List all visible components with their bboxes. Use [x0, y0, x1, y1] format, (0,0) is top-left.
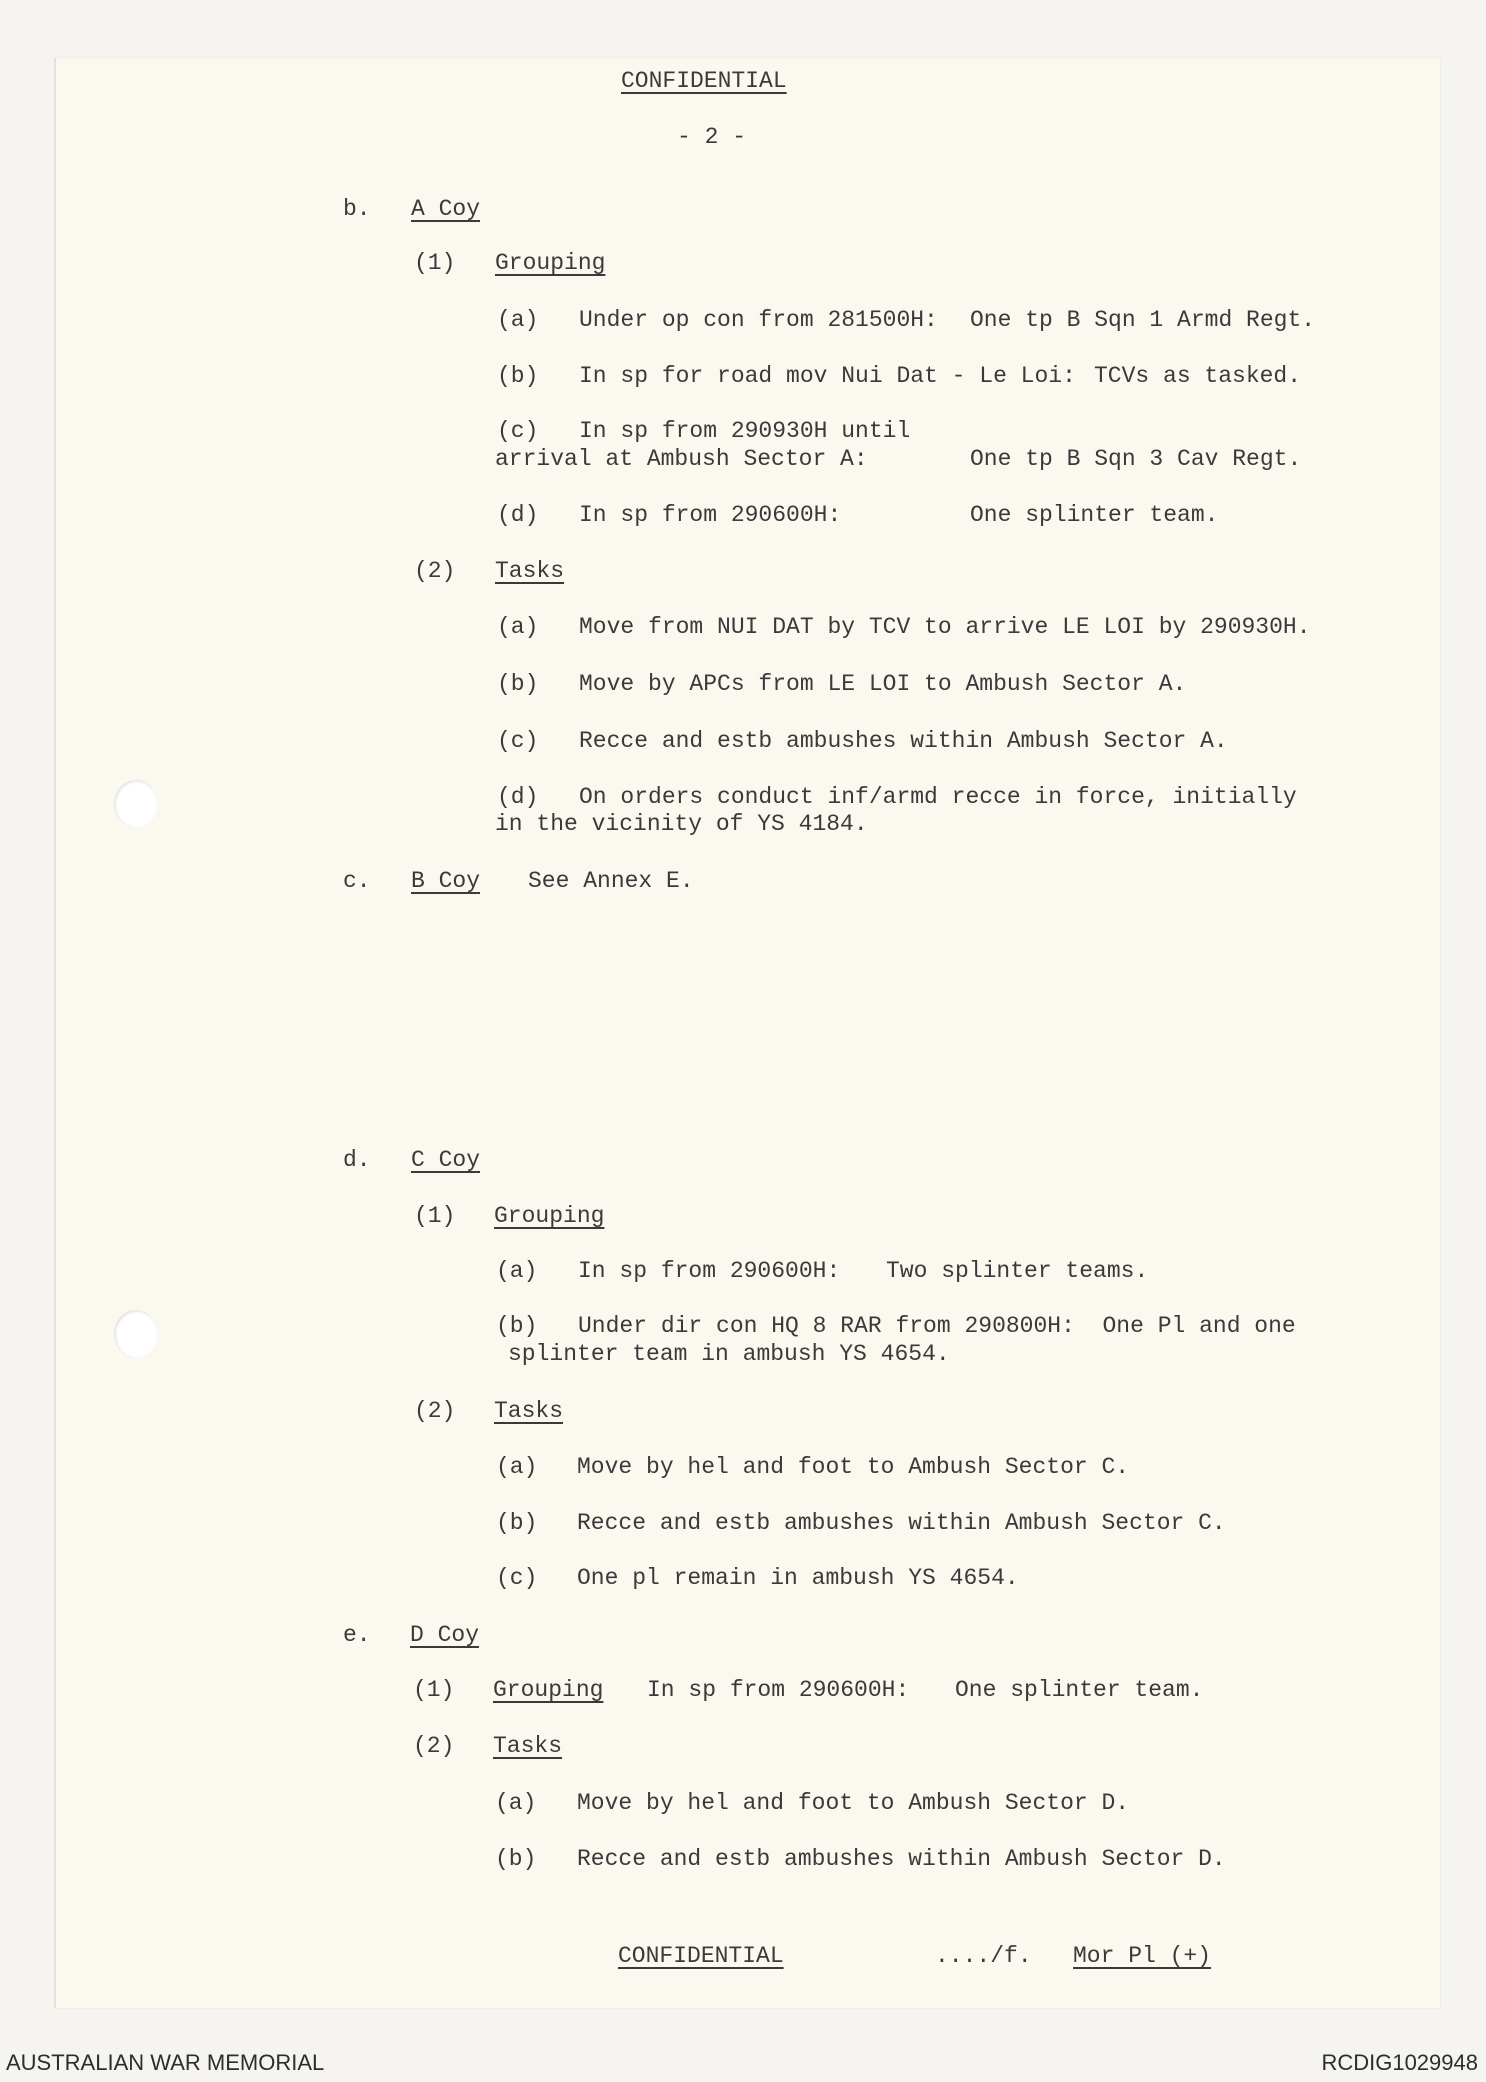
b-grouping-c-text2: arrival at Ambush Sector A: [495, 446, 868, 472]
para-b-title: A Coy [411, 196, 481, 222]
e-tasks-b-label: (b) [495, 1846, 537, 1872]
b-grouping-a-text: Under op con from 281500H: [579, 307, 938, 333]
para-c-title: B Coy [411, 868, 481, 894]
d-tasks-a-text: Move by hel and foot to Ambush Sector C. [577, 1454, 1130, 1480]
b-grouping-a-label: (a) [497, 307, 539, 333]
next-page-heading: Mor Pl (+) [1073, 1943, 1212, 1969]
document-page [56, 58, 1440, 2008]
b-grouping-c-text: In sp from 290930H until [579, 418, 911, 444]
b-tasks-a-text: Move from NUI DAT by TCV to arrive LE LOI by 290930H. [579, 614, 1311, 640]
d-grouping-b-text2: splinter team in ambush YS 4654. [508, 1341, 950, 1367]
para-e-title: D Coy [410, 1622, 480, 1648]
b-tasks-b-label: (b) [497, 671, 539, 697]
b-tasks-num: (2) [414, 558, 456, 584]
b-tasks-b-text: Move by APCs from LE LOI to Ambush Sector A. [579, 671, 1187, 697]
d-grouping-b-text: Under dir con HQ 8 RAR from 290800H: One Pl and one [578, 1313, 1296, 1339]
b-tasks-a-label: (a) [497, 614, 539, 640]
d-tasks-b-text: Recce and estb ambushes within Ambush Sector C. [577, 1510, 1226, 1536]
b-grouping-b-label: (b) [497, 363, 539, 389]
para-b-letter: b. [343, 196, 371, 222]
b-tasks-d-text: On orders conduct inf/armd recce in force, initially [579, 784, 1297, 810]
e-grouping-text: In sp from 290600H: [647, 1677, 910, 1703]
para-d-title: C Coy [411, 1147, 481, 1173]
b-grouping-title: Grouping [495, 250, 606, 276]
e-grouping-detail: One splinter team. [955, 1677, 1204, 1703]
d-grouping-a-detail: Two splinter teams. [886, 1258, 1149, 1284]
d-tasks-num: (2) [414, 1398, 456, 1424]
d-tasks-b-label: (b) [496, 1510, 538, 1536]
e-grouping-num: (1) [413, 1677, 455, 1703]
b-grouping-num: (1) [414, 250, 456, 276]
b-tasks-d-label: (d) [497, 784, 539, 810]
b-grouping-b-detail: TCVs as tasked. [1094, 363, 1302, 389]
d-grouping-num: (1) [414, 1203, 456, 1229]
b-grouping-d-detail: One splinter team. [970, 502, 1219, 528]
d-tasks-c-label: (c) [496, 1565, 538, 1591]
punch-hole-bottom [114, 1310, 158, 1358]
e-tasks-b-text: Recce and estb ambushes within Ambush Sector D. [577, 1846, 1226, 1872]
b-tasks-c-label: (c) [497, 728, 539, 754]
e-grouping-title: Grouping [493, 1677, 604, 1703]
e-tasks-a-text: Move by hel and foot to Ambush Sector D. [577, 1790, 1130, 1816]
classification-footer: CONFIDENTIAL [618, 1943, 784, 1969]
e-tasks-a-label: (a) [495, 1790, 537, 1816]
archive-credit: AUSTRALIAN WAR MEMORIAL [6, 2050, 325, 2075]
b-grouping-b-text: In sp for road mov Nui Dat - Le Loi: [579, 363, 1076, 389]
e-tasks-title: Tasks [493, 1733, 563, 1759]
e-tasks-num: (2) [413, 1733, 455, 1759]
b-grouping-a-detail: One tp B Sqn 1 Armd Regt. [970, 307, 1316, 333]
b-tasks-d-text2: in the vicinity of YS 4184. [495, 811, 868, 837]
d-grouping-b-label: (b) [496, 1313, 538, 1339]
para-c-text: See Annex E. [528, 868, 694, 894]
punch-hole-top [114, 780, 158, 828]
b-grouping-c-label: (c) [497, 418, 539, 444]
d-tasks-a-label: (a) [496, 1454, 538, 1480]
d-grouping-a-label: (a) [496, 1258, 538, 1284]
b-grouping-d-label: (d) [497, 502, 539, 528]
b-grouping-c-detail: One tp B Sqn 3 Cav Regt. [970, 446, 1302, 472]
classification-header: CONFIDENTIAL [621, 68, 787, 94]
para-e-letter: e. [343, 1622, 371, 1648]
para-d-letter: d. [343, 1147, 371, 1173]
d-grouping-title: Grouping [494, 1203, 605, 1229]
para-c-letter: c. [343, 868, 371, 894]
b-grouping-d-text: In sp from 290600H: [579, 502, 842, 528]
b-tasks-c-text: Recce and estb ambushes within Ambush Sector A. [579, 728, 1228, 754]
d-tasks-title: Tasks [494, 1398, 564, 1424]
d-grouping-a-text: In sp from 290600H: [578, 1258, 841, 1284]
archive-reference: RCDIG1029948 [1321, 2050, 1478, 2075]
continuation-marker: ..../f. [935, 1943, 1032, 1969]
b-tasks-title: Tasks [495, 558, 565, 584]
d-tasks-c-text: One pl remain in ambush YS 4654. [577, 1565, 1019, 1591]
page-number: - 2 - [677, 124, 747, 150]
